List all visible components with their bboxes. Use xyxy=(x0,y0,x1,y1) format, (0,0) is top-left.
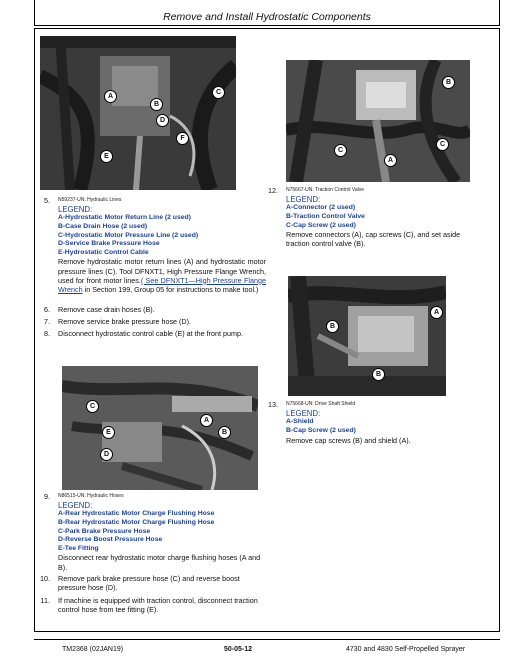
legend-item: B-Cap Screw (2 used) xyxy=(286,427,356,434)
photo-hydraulic-hoses xyxy=(62,366,258,490)
photo-traction-control-valve xyxy=(286,60,470,182)
callout-C: C xyxy=(86,400,99,413)
step-number: 8. xyxy=(44,329,50,338)
figure-caption: N75667-UN: Traction Control Valve xyxy=(286,187,364,193)
step-number: 7. xyxy=(44,317,50,326)
legend-title: LEGEND: xyxy=(58,501,93,511)
page-title: Remove and Install Hydrostatic Components xyxy=(163,11,371,23)
step-number: 10. xyxy=(40,574,50,583)
footer-doc-id: TM2368 (02JAN19) xyxy=(62,646,124,653)
callout-B: B xyxy=(442,76,455,89)
legend-item: C-Cap Screw (2 used) xyxy=(286,221,356,229)
legend-item: E-Tee Fitting xyxy=(58,544,99,552)
callout-B: B xyxy=(150,98,163,111)
figure-caption: N86515-UN: Hydraulic Hoses xyxy=(58,493,124,499)
step-text-after: in Section 199, Group 05 for instructions to make tool.) xyxy=(82,284,259,294)
legend-title: LEGEND: xyxy=(286,409,321,419)
legend-item: B-Rear Hydrostatic Motor Charge Flushing Hose xyxy=(58,519,215,526)
legend-item: E-Hydrostatic Control Cable xyxy=(58,248,149,256)
step-5 xyxy=(36,196,266,298)
step-text: Remove park brake pressure hose (C) and reverse boost pressure hose (D). xyxy=(58,574,240,593)
photo-drive-shaft-shield xyxy=(288,276,446,396)
step-13 xyxy=(264,400,470,450)
photo-hydraulic-lines xyxy=(40,36,236,190)
callout-A: A xyxy=(384,154,397,167)
legend-item: A-Rear Hydrostatic Motor Charge Flushing Hose xyxy=(58,510,215,518)
footer-divider xyxy=(34,639,500,640)
step-text: If machine is equipped with traction control, disconnect traction control hose from tee fitting (E). xyxy=(58,596,258,615)
callout-A: A xyxy=(430,306,443,319)
callout-E: E xyxy=(100,150,113,163)
footer-product: 4730 and 4830 Self-Propelled Sprayer xyxy=(346,646,466,653)
step-number: 5. xyxy=(44,196,50,205)
step-number: 6. xyxy=(44,305,50,314)
callout-B: B xyxy=(326,320,339,333)
step-text: Remove service brake pressure hose (D). xyxy=(58,317,192,326)
step-10 xyxy=(36,574,268,594)
callout-A: A xyxy=(104,90,117,103)
header-box xyxy=(34,0,500,26)
legend-item: C-Park Brake Pressure Hose xyxy=(58,527,151,535)
step-number: 13. xyxy=(268,400,278,409)
callout-D: D xyxy=(156,114,169,127)
legend-item: A-Hydrostatic Motor Return Line (2 used) xyxy=(58,214,191,222)
step-8 xyxy=(36,329,272,339)
legend-item: A-Shield xyxy=(286,418,314,426)
callout-B: B xyxy=(218,426,231,439)
step-number: 12. xyxy=(268,186,278,195)
step-text: Disconnect rear hydrostatic motor charge flushing hoses (A and B). xyxy=(58,553,261,572)
step-9 xyxy=(36,492,268,572)
callout-B: B xyxy=(372,368,385,381)
figure-caption: N75668-UN: Drive Shaft Shield xyxy=(286,401,356,407)
callout-C: C xyxy=(334,144,347,157)
callout-A: A xyxy=(200,414,213,427)
footer-page-number: 50-05-12 xyxy=(224,646,253,653)
tool-link[interactable]: ( See DFNXT1—High Pressure Flange Wrench xyxy=(58,275,266,294)
callout-C: C xyxy=(436,138,449,151)
step-12 xyxy=(264,186,470,249)
step-6 xyxy=(36,305,266,315)
step-text: Remove connectors (A), cap screws (C), and set aside traction control valve (B). xyxy=(286,230,461,249)
step-text xyxy=(58,257,266,294)
legend-item: D-Reverse Boost Pressure Hose xyxy=(58,536,163,544)
callout-F: F xyxy=(176,132,189,145)
step-text: Disconnect hydrostatic control cable (E) at the front pump. xyxy=(58,329,243,338)
step-text: Remove cap screws (B) and shield (A). xyxy=(286,435,411,445)
legend-item: B-Traction Control Valve xyxy=(286,213,365,220)
callout-D: D xyxy=(100,448,113,461)
step-11 xyxy=(36,596,268,616)
figure-caption: N59237-UN: Hydraulic Lines xyxy=(58,197,122,203)
step-number: 9. xyxy=(44,492,50,501)
step-number: 11. xyxy=(40,596,50,605)
legend-title: LEGEND: xyxy=(58,205,93,215)
legend-item: D-Service Brake Pressure Hose xyxy=(58,240,160,248)
step-text-before: Remove hydrostatic motor return lines (A) and hydrostatic motor pressure lines (C). Tool DFNXT1, High Pressure Flange Wrench, used for front motor lines. xyxy=(58,257,266,285)
legend-item: C-Hydrostatic Motor Pressure Line (2 used) xyxy=(58,231,199,239)
legend-item: A-Connector (2 used) xyxy=(286,204,356,212)
legend-title: LEGEND: xyxy=(286,195,321,205)
callout-E: E xyxy=(102,426,115,439)
callout-C: C xyxy=(212,86,225,99)
step-text: Remove case drain hoses (B). xyxy=(58,305,155,314)
legend-item: B-Case Drain Hose (2 used) xyxy=(58,223,148,230)
step-7 xyxy=(36,317,266,327)
